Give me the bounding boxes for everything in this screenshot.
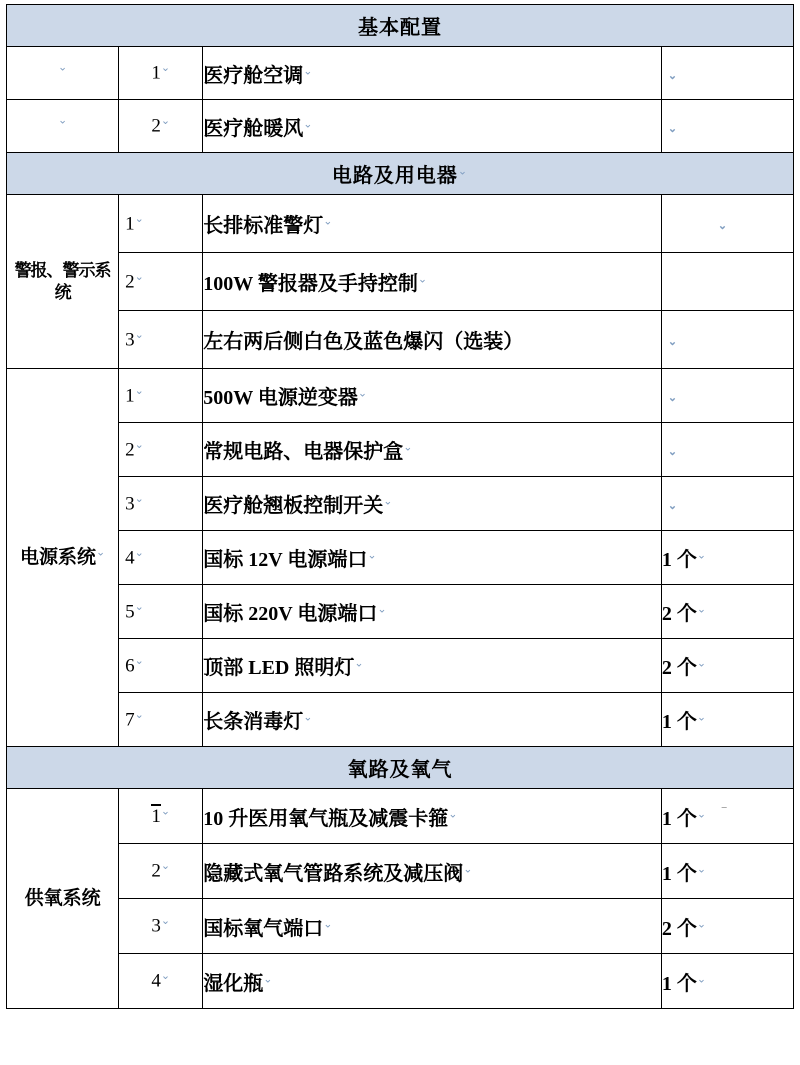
- table-row: [7, 531, 794, 585]
- row-number: 2⌄: [119, 100, 203, 153]
- section-header-basic: [7, 5, 794, 47]
- edit-mark-icon: ⌄: [303, 711, 313, 724]
- edit-mark-icon: ⌄: [667, 500, 678, 512]
- table-row: [7, 899, 794, 954]
- row-item: 医疗舱暖风⌄: [203, 100, 662, 153]
- table-row: [7, 369, 794, 423]
- group-cell-basic: [7, 47, 119, 100]
- row-quantity: 1 个⌄ ‾: [661, 789, 793, 844]
- edit-mark-icon: ⌄: [667, 446, 678, 458]
- row-item: 常规电路、电器保护盒⌄: [203, 423, 662, 477]
- edit-mark-icon: ⌄: [160, 970, 171, 983]
- edit-mark-icon: ⌄: [134, 708, 144, 721]
- edit-mark-icon: ⌄: [160, 915, 171, 928]
- row-quantity: [661, 477, 793, 531]
- row-number: 3⌄: [119, 477, 203, 531]
- edit-mark-icon: ⌄: [696, 862, 707, 875]
- row-number: 3⌄: [119, 311, 203, 369]
- edit-mark-icon: ⌄: [134, 654, 144, 667]
- section-header-oxygen: [7, 747, 794, 789]
- overline-mark-icon: ‾: [722, 804, 727, 820]
- group-cell-power: 电源系统⌄: [7, 369, 119, 747]
- row-quantity: [661, 423, 793, 477]
- edit-mark-icon: ⌄: [95, 546, 106, 559]
- edit-mark-icon: ⌄: [696, 603, 707, 616]
- edit-mark-icon: ⌄: [457, 165, 469, 178]
- row-quantity: 1 个⌄: [661, 844, 793, 899]
- edit-mark-icon: ⌄: [134, 492, 144, 505]
- row-quantity: [661, 195, 793, 253]
- edit-mark-icon: ⌄: [134, 438, 144, 451]
- edit-mark-icon: ⌄: [403, 441, 413, 454]
- edit-mark-icon: ⌄: [667, 69, 678, 82]
- table-row: [7, 195, 794, 253]
- row-number: 5⌄: [119, 585, 203, 639]
- edit-mark-icon: ⌄: [134, 328, 144, 341]
- table-row: [7, 844, 794, 899]
- edit-mark-icon: ⌄: [696, 657, 707, 670]
- row-item: 隐藏式氧气管路系统及减压阀⌄: [203, 844, 662, 899]
- edit-mark-icon: ⌄: [696, 917, 707, 930]
- table-row: [7, 100, 794, 153]
- edit-mark-icon: ⌄: [354, 657, 364, 670]
- edit-mark-icon: ⌄: [303, 64, 313, 77]
- edit-mark-icon: ⌄: [134, 600, 144, 613]
- table-row: [7, 693, 794, 747]
- edit-mark-icon: ⌄: [357, 387, 368, 400]
- edit-mark-icon: ⌄: [323, 215, 333, 228]
- table-row: [7, 585, 794, 639]
- edit-mark-icon: ⌄: [134, 270, 144, 283]
- edit-mark-icon: ⌄: [134, 546, 144, 559]
- edit-mark-icon: ⌄: [696, 711, 707, 724]
- row-quantity: 2 个⌄: [661, 585, 793, 639]
- row-number: 2⌄: [119, 253, 203, 311]
- edit-mark-icon: ⌄: [696, 549, 707, 562]
- edit-mark-icon: ⌄: [57, 114, 68, 127]
- table-row: [7, 47, 794, 100]
- edit-mark-icon: ⌄: [303, 117, 313, 130]
- section-header-electric: [7, 153, 794, 195]
- edit-mark-icon: ⌄: [160, 62, 171, 75]
- edit-mark-icon: ⌄: [263, 972, 273, 985]
- row-quantity: 1 个⌄: [661, 954, 793, 1009]
- table-row: [7, 253, 794, 311]
- edit-mark-icon: ⌄: [448, 807, 458, 820]
- table-row: [7, 423, 794, 477]
- row-item: 100W 警报器及手持控制⌄: [203, 253, 662, 311]
- table-row: [7, 789, 794, 844]
- edit-mark-icon: ⌄: [57, 61, 68, 74]
- row-quantity: 2 个⌄: [661, 639, 793, 693]
- edit-mark-icon: ⌄: [383, 495, 393, 508]
- table-row: [7, 477, 794, 531]
- edit-mark-icon: ⌄: [417, 273, 428, 286]
- row-item: 10 升医用氧气瓶及减震卡箍⌄: [203, 789, 662, 844]
- edit-mark-icon: ⌄: [667, 122, 678, 135]
- row-item: 长条消毒灯⌄: [203, 693, 662, 747]
- row-quantity: 1 个⌄: [661, 693, 793, 747]
- row-quantity: [661, 253, 793, 311]
- specification-table: [6, 4, 794, 1009]
- row-item: 500W 电源逆变器⌄: [203, 369, 662, 423]
- row-number: 1⌄: [119, 369, 203, 423]
- section-header-label: 氧路及氧气: [7, 747, 794, 789]
- row-item: 长排标准警灯⌄: [203, 195, 662, 253]
- row-item: 左右两后侧白色及蓝色爆闪（选装）: [203, 311, 662, 369]
- row-quantity: [661, 369, 793, 423]
- row-quantity: [661, 47, 793, 100]
- edit-mark-icon: ⌄: [367, 549, 377, 562]
- row-quantity: [661, 311, 793, 369]
- row-number: 2⌄: [119, 844, 203, 899]
- row-number: 1⌄: [119, 789, 203, 844]
- section-header-label: 基本配置: [7, 5, 794, 47]
- edit-mark-icon: ⌄: [667, 392, 678, 404]
- row-quantity: 2 个⌄: [661, 899, 793, 954]
- row-quantity: [661, 100, 793, 153]
- edit-mark-icon: ⌄: [134, 212, 144, 225]
- group-cell-oxygen: 供氧系统: [7, 789, 119, 1009]
- row-number: 3⌄: [119, 899, 203, 954]
- row-number: 6⌄: [119, 639, 203, 693]
- edit-mark-icon: ⌄: [463, 862, 473, 875]
- edit-mark-icon: ⌄: [717, 220, 728, 232]
- edit-mark-icon: ⌄: [696, 807, 707, 820]
- table-row: [7, 639, 794, 693]
- table-row: [7, 954, 794, 1009]
- group-cell-basic: [7, 100, 119, 153]
- row-number: 2⌄: [119, 423, 203, 477]
- row-item: 国标氧气端口⌄: [203, 899, 662, 954]
- row-item: 医疗舱翘板控制开关⌄: [203, 477, 662, 531]
- group-cell-alarm: 警报、警示系统: [7, 195, 119, 369]
- row-number: 4⌄: [119, 531, 203, 585]
- edit-mark-icon: ⌄: [160, 805, 171, 818]
- edit-mark-icon: ⌄: [377, 603, 387, 616]
- row-item: 顶部 LED 照明灯⌄: [203, 639, 662, 693]
- row-number: 7⌄: [119, 693, 203, 747]
- edit-mark-icon: ⌄: [696, 972, 707, 985]
- edit-mark-icon: ⌄: [667, 336, 678, 348]
- row-number: 1⌄: [119, 195, 203, 253]
- row-number: 4⌄: [119, 954, 203, 1009]
- edit-mark-icon: ⌄: [160, 115, 171, 128]
- edit-mark-icon: ⌄: [134, 384, 144, 397]
- row-item: 医疗舱空调⌄: [203, 47, 662, 100]
- edit-mark-icon: ⌄: [160, 860, 171, 873]
- row-item: 湿化瓶⌄: [203, 954, 662, 1009]
- edit-mark-icon: ⌄: [323, 917, 333, 930]
- row-number: 1⌄: [119, 47, 203, 100]
- row-item: 国标 220V 电源端口⌄: [203, 585, 662, 639]
- row-item: 国标 12V 电源端口⌄: [203, 531, 662, 585]
- row-quantity: 1 个⌄: [661, 531, 793, 585]
- table-row: [7, 311, 794, 369]
- section-header-label: 电路及用电器⌄: [7, 153, 794, 195]
